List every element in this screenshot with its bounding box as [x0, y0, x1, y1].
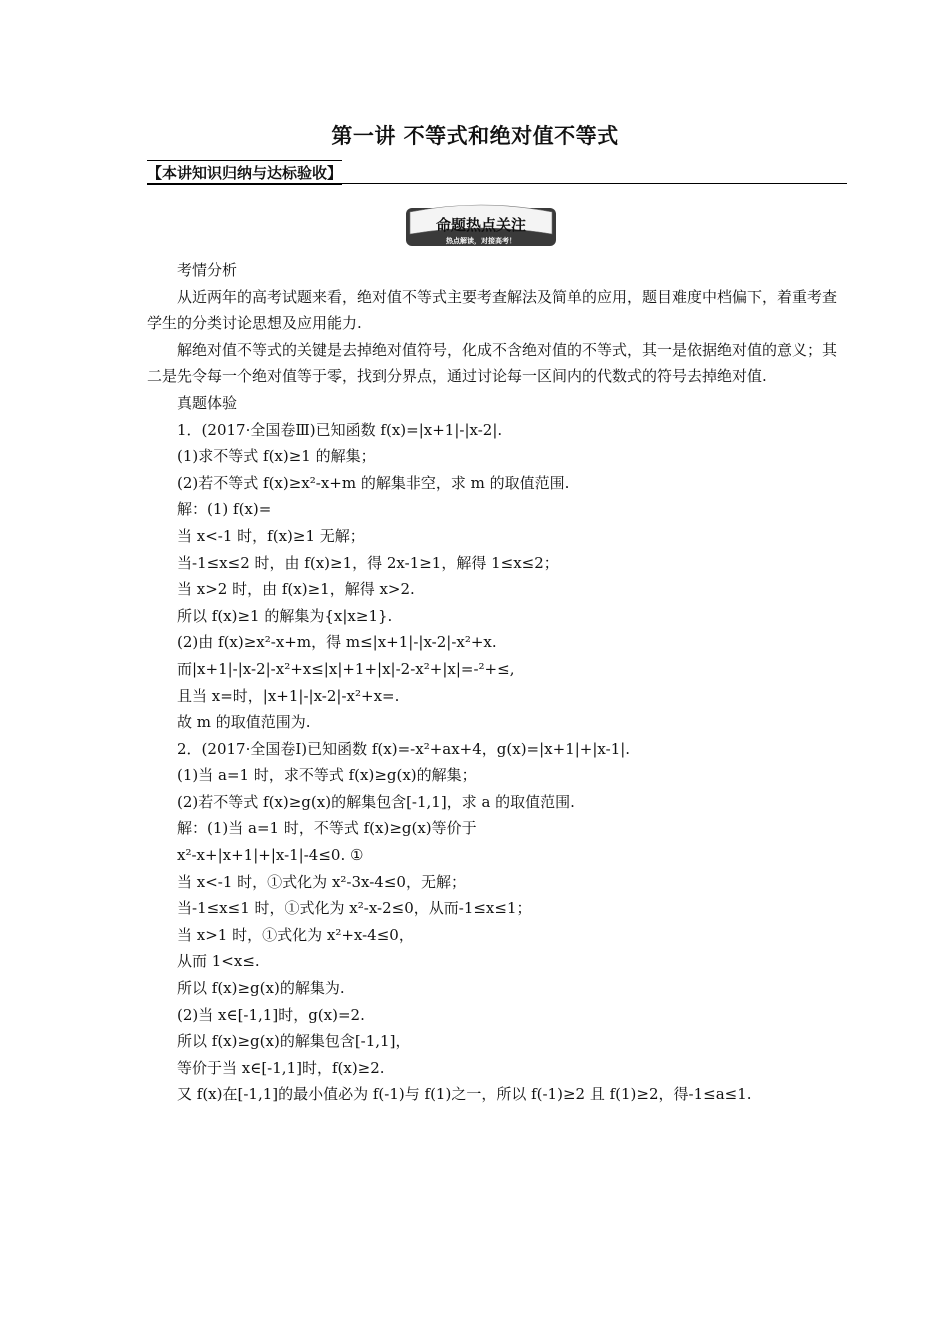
- body-content: [147, 257, 847, 1108]
- solution-line: 故 m 的取值范围为.: [177, 713, 311, 732]
- solution-line: (2)当 x∈[-1,1]时，g(x)=2.: [177, 1005, 365, 1024]
- page-title: 第一讲 不等式和绝对值不等式: [331, 124, 619, 148]
- solution-line: 所以 f(x)≥g(x)的解集为.: [177, 979, 345, 998]
- solution-final-line: 又 f(x)在[-1,1]的最小值必为 f(-1)与 f(1)之一，所以 f(-1)≥2 且 f(1)≥2，得-1≤a≤1.: [177, 1085, 752, 1104]
- topic-badge: [404, 200, 558, 250]
- problem-1-statement: 1．(2017·全国卷Ⅲ)已知函数 f(x)=|x+1|-|x-2|.: [177, 420, 503, 439]
- solution-line: 所以 f(x)≥1 的解集为{x|x≥1}.: [177, 606, 393, 625]
- section-label: 【本讲知识归纳与达标验收】: [147, 160, 342, 185]
- solution-line: 当 x<-1 时，f(x)≥1 无解；: [177, 526, 365, 545]
- problem-1-part-1: (1)求不等式 f(x)≥1 的解集；: [177, 447, 376, 466]
- badge-main-text: 命题热点关注: [435, 216, 527, 234]
- solution-line: 当 x<-1 时，①式化为 x²-3x-4≤0，无解；: [177, 872, 466, 891]
- solution-line: (2)由 f(x)≥x²-x+m，得 m≤|x+1|-|x-2|-x²+x.: [177, 633, 497, 652]
- solution-line: 当 x>1 时，①式化为 x²+x-4≤0，: [177, 925, 414, 944]
- solution-line: x²-x+|x+1|+|x-1|-4≤0. ①: [177, 846, 364, 865]
- paragraph-analysis-2: 解绝对值不等式的关键是去掉绝对值符号，化成不含绝对值的不等式，其一是依据绝对值的意义；其二是先令每一个绝对值等于零，找到分界点，通过讨论每一区间内的代数式的符号去掉绝对值.: [147, 340, 838, 386]
- solution-line: 解：(1)当 a=1 时，不等式 f(x)≥g(x)等价于: [177, 819, 477, 838]
- problem-1-part-2: (2)若不等式 f(x)≥x²-x+m 的解集非空，求 m 的取值范围.: [177, 473, 570, 492]
- heading-real-questions: 真题体验: [177, 393, 238, 412]
- problem-2-part-2: (2)若不等式 f(x)≥g(x)的解集包含[-1,1]，求 a 的取值范围.: [177, 792, 575, 811]
- solution-line: 所以 f(x)≥g(x)的解集包含[-1,1]，: [177, 1032, 411, 1051]
- solution-line: 当-1≤x≤2 时，由 f(x)≥1，得 2x-1≥1，解得 1≤x≤2；: [177, 553, 559, 572]
- heading-exam-analysis: 考情分析: [177, 261, 238, 279]
- badge-sub-text: 热点解读，对接高考！: [446, 237, 516, 245]
- solution-line: 且当 x=时，|x+1|-|x-2|-x²+x=.: [177, 686, 400, 705]
- solution-line: 等价于当 x∈[-1,1]时，f(x)≥2.: [177, 1058, 385, 1077]
- solution-line: 当-1≤x≤1 时，①式化为 x²-x-2≤0，从而-1≤x≤1；: [177, 899, 532, 918]
- solution-line: 而|x+1|-|x-2|-x²+x≤|x|+1+|x|-2-x²+|x|=-²+≤,: [177, 659, 515, 678]
- solution-line: 解：(1) f(x)=: [177, 500, 272, 519]
- header-rule: [147, 183, 847, 184]
- solution-line: 从而 1<x≤.: [177, 952, 260, 971]
- paragraph-analysis-1: 从近两年的高考试题来看，绝对值不等式主要考查解法及简单的应用，题目难度中档偏下，着重考查学生的分类讨论思想及应用能力.: [147, 287, 838, 333]
- problem-2-part-1: (1)当 a=1 时，求不等式 f(x)≥g(x)的解集；: [177, 766, 477, 785]
- problem-2-statement: 2．(2017·全国卷Ⅰ)已知函数 f(x)=-x²+ax+4，g(x)=|x+1|+|x-1|.: [177, 739, 631, 758]
- solution-line: 当 x>2 时，由 f(x)≥1，解得 x>2.: [177, 580, 415, 599]
